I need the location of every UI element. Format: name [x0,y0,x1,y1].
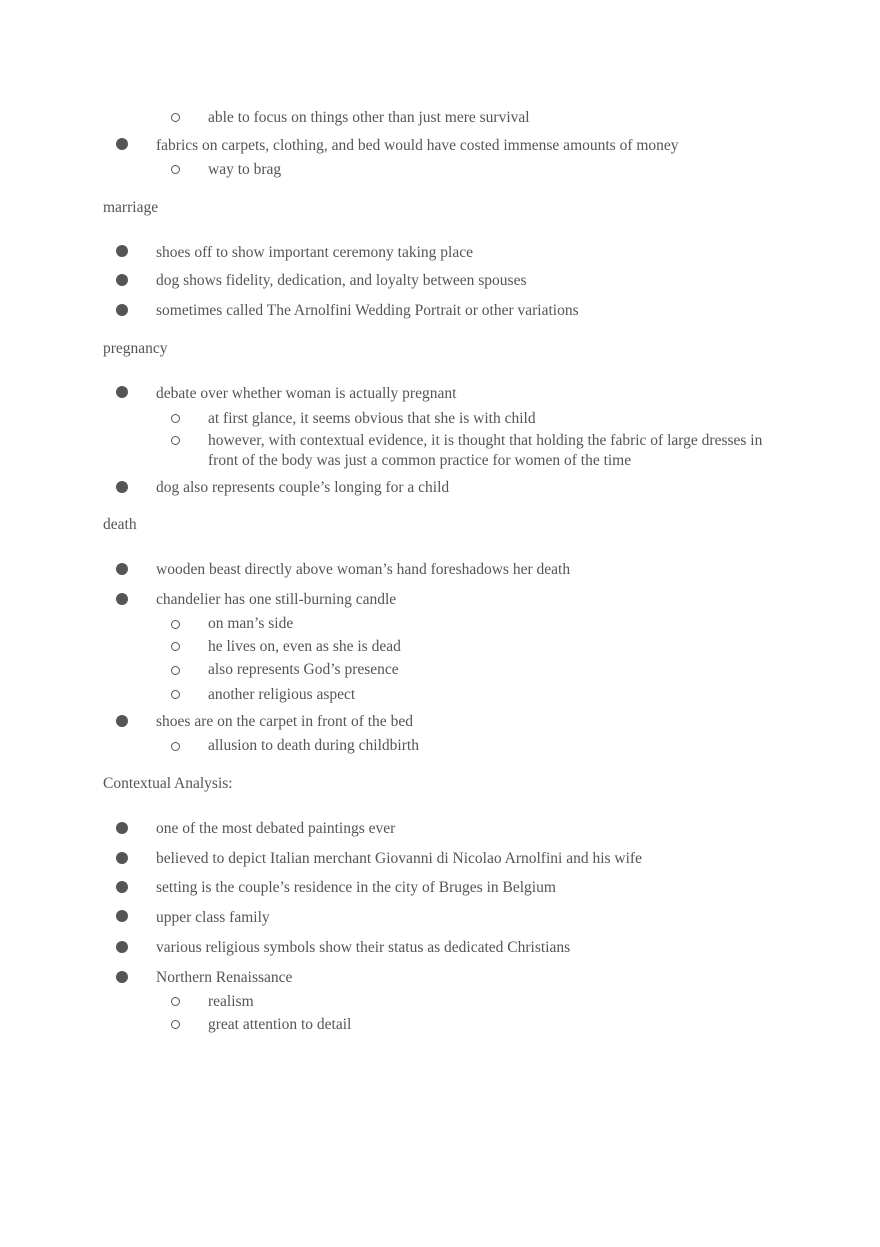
hollow-bullet-icon [171,1020,180,1029]
list-item: shoes are on the carpet in front of the bed [156,713,413,730]
filled-bullet-icon [116,941,128,953]
list-item: shoes off to show important ceremony taking place [156,244,473,261]
section-heading-marriage: marriage [103,199,159,216]
list-item: fabrics on carpets, clothing, and bed would have costed immense amounts of money [156,137,679,154]
list-item: allusion to death during childbirth [208,737,419,754]
filled-bullet-icon [116,481,128,493]
list-item: way to brag [208,161,282,178]
hollow-bullet-icon [171,165,180,174]
list-item: various religious symbols show their status as dedicated Christians [156,939,571,956]
list-item: Northern Renaissance [156,969,293,986]
filled-bullet-icon [116,563,128,575]
list-item: one of the most debated paintings ever [156,820,396,837]
list-item: setting is the couple’s residence in the city of Bruges in Belgium [156,879,556,896]
list-item: debate over whether woman is actually pregnant [156,385,457,402]
filled-bullet-icon [116,971,128,983]
hollow-bullet-icon [171,666,180,675]
list-item: realism [208,993,254,1010]
hollow-bullet-icon [171,620,180,629]
filled-bullet-icon [116,715,128,727]
list-item: sometimes called The Arnolfini Wedding Portrait or other variations [156,302,579,319]
hollow-bullet-icon [171,742,180,751]
filled-bullet-icon [116,304,128,316]
section-heading-death: death [103,516,137,533]
list-item: at first glance, it seems obvious that she is with child [208,410,536,427]
hollow-bullet-icon [171,997,180,1006]
list-item: dog shows fidelity, dedication, and loyalty between spouses [156,272,527,289]
list-item: believed to depict Italian merchant Giovanni di Nicolao Arnolfini and his wife [156,850,642,867]
list-item: on man’s side [208,615,294,632]
list-item: wooden beast directly above woman’s hand foreshadows her death [156,561,571,578]
list-item: chandelier has one still-burning candle [156,591,397,608]
list-item: however, with contextual evidence, it is thought that holding the fabric of large dresses in [208,432,763,449]
hollow-bullet-icon [171,642,180,651]
list-item: dog also represents couple’s longing for a child [156,479,450,496]
filled-bullet-icon [116,910,128,922]
filled-bullet-icon [116,593,128,605]
list-item: upper class family [156,909,270,926]
list-item-continuation: front of the body was just a common practice for women of the time [208,452,632,469]
list-item: able to focus on things other than just mere survival [208,109,530,126]
filled-bullet-icon [116,881,128,893]
section-heading-contextual-analysis: Contextual Analysis: [103,775,233,792]
section-heading-pregnancy: pregnancy [103,340,168,357]
list-item: great attention to detail [208,1016,352,1033]
filled-bullet-icon [116,822,128,834]
hollow-bullet-icon [171,690,180,699]
list-item: another religious aspect [208,686,356,703]
list-item: also represents God’s presence [208,661,399,678]
filled-bullet-icon [116,245,128,257]
list-item: he lives on, even as she is dead [208,638,401,655]
filled-bullet-icon [116,852,128,864]
filled-bullet-icon [116,138,128,150]
filled-bullet-icon [116,274,128,286]
filled-bullet-icon [116,386,128,398]
hollow-bullet-icon [171,414,180,423]
hollow-bullet-icon [171,113,180,122]
hollow-bullet-icon [171,436,180,445]
